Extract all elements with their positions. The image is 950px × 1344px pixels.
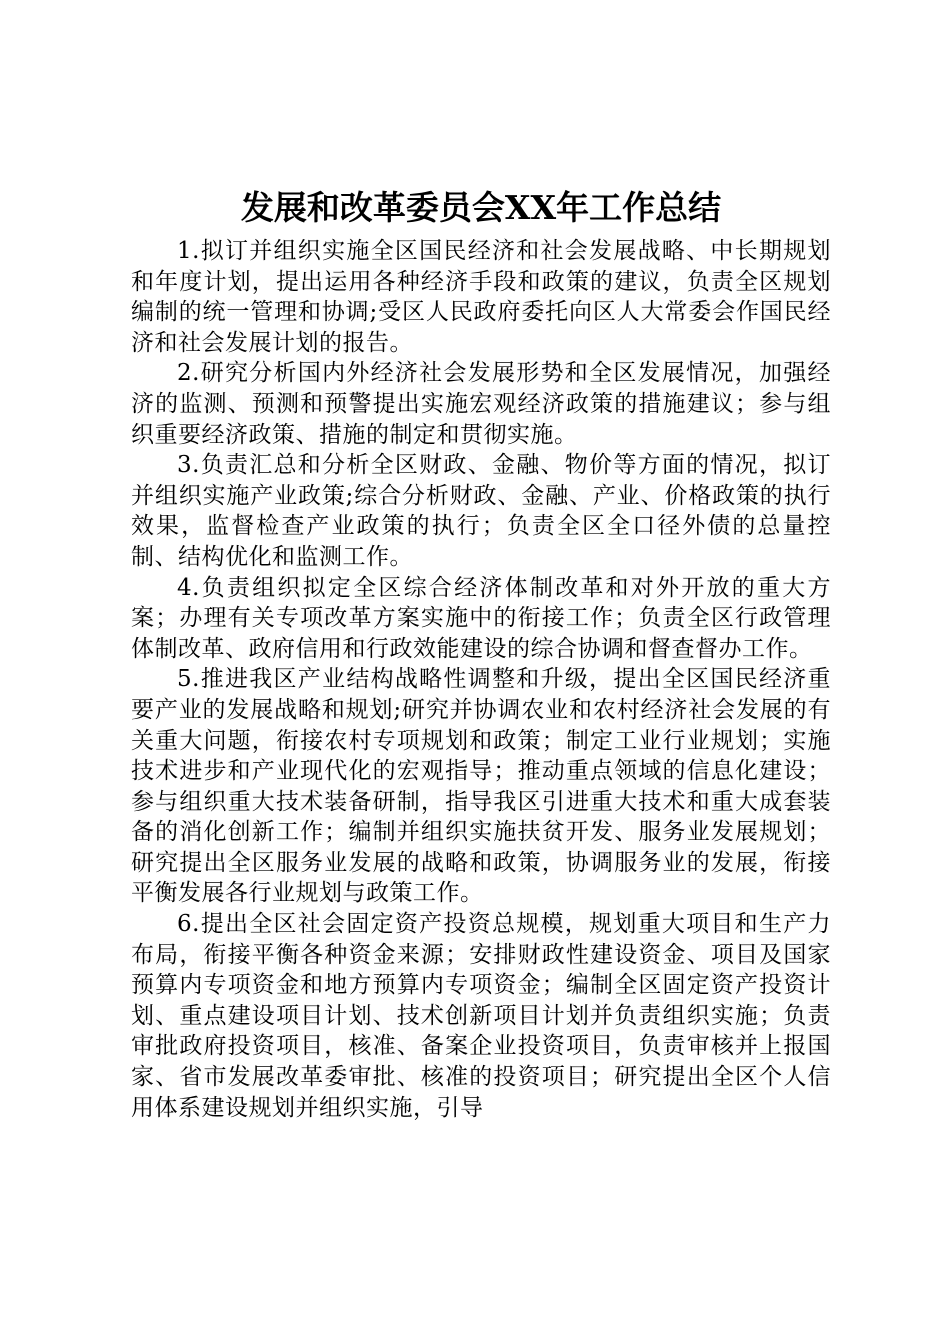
paragraph-3: 3.负责汇总和分析全区财政、金融、物价等方面的情况，拟订并组织实施产业政策;综合分析财政、金融、产业、价格政策的执行效果，监督检查产业政策的执行；负责全区全口径外债的总量控制、结构优化和监测工作。	[131, 452, 831, 570]
paragraph-1: 1.拟订并组织实施全区国民经济和社会发展战略、中长期规划和年度计划，提出运用各种经济手段和政策的建议，负责全区规划编制的统一管理和协调;受区人民政府委托向区人大常委会作国民经济和社会发展计划的报告。	[131, 238, 831, 356]
paragraph-6: 6.提出全区社会固定资产投资总规模，规划重大项目和生产力布局，衔接平衡各种资金来源；安排财政性建设资金、项目及国家预算内专项资金和地方预算内专项资金；编制全区固定资产投资计划、重点建设项目计划、技术创新项目计划并负责组织实施；负责审批政府投资项目，核准、备案企业投资项目，负责审核并上报国家、省市发展改革委审批、核准的投资项目；研究提出全区个人信用体系建设规划并组织实施，引导	[131, 911, 831, 1121]
paragraph-2: 2.研究分析国内外经济社会发展形势和全区发展情况，加强经济的监测、预测和预警提出实施宏观经济政策的措施建议；参与组织重要经济政策、措施的制定和贯彻实施。	[131, 360, 831, 448]
paragraph-5: 5.推进我区产业结构战略性调整和升级，提出全区国民经济重要产业的发展战略和规划;研究并协调农业和农村经济社会发展的有关重大问题，衔接农村专项规划和政策；制定工业行业规划；实施技术进步和产业现代化的宏观指导；推动重点领域的信息化建设；参与组织重大技术装备研制，指导我区引进重大技术和重大成套装备的消化创新工作；编制并组织实施扶贫开发、服务业发展规划；研究提出全区服务业发展的战略和政策，协调服务业的发展，衔接平衡发展各行业规划与政策工作。	[131, 666, 831, 907]
document-page	[131, 184, 831, 1123]
paragraph-4: 4.负责组织拟定全区综合经济体制改革和对外开放的重大方案；办理有关专项改革方案实施中的衔接工作；负责全区行政管理体制改革、政府信用和行政效能建设的综合协调和督查督办工作。	[131, 574, 831, 662]
document-title: 发展和改革委员会XX年工作总结	[240, 188, 722, 227]
